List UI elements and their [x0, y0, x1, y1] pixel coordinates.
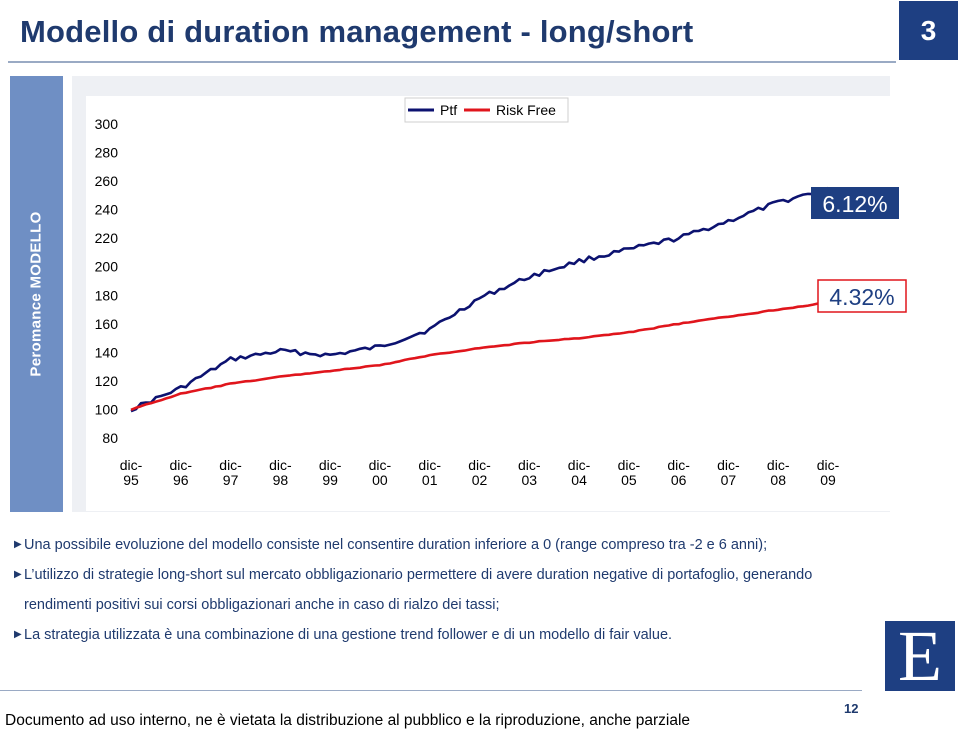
x-tick-label: dic-	[368, 457, 392, 473]
x-tick-label: 00	[372, 472, 388, 488]
legend-label: Ptf	[440, 102, 458, 118]
x-tick-label: 03	[521, 472, 538, 488]
y-tick-label: 80	[102, 430, 118, 446]
bullet-list	[14, 530, 874, 650]
slide-number: 12	[844, 701, 859, 716]
x-tick-label: dic-	[667, 457, 690, 473]
section-number-badge: 3	[899, 1, 958, 60]
y-tick-label: 300	[94, 116, 118, 132]
bullet-arrow-icon: ▶	[14, 569, 22, 580]
bullet-arrow-icon: ▶	[14, 629, 22, 640]
x-tick-label: dic-	[119, 457, 143, 473]
x-tick-label: 04	[571, 472, 587, 488]
x-tick-label: dic-	[418, 457, 441, 473]
footer-text: Documento ad uso interno, ne è vietata la distribuzione al pubblico e la riproduzione, anche parziale	[5, 712, 691, 729]
x-tick-label: 02	[471, 472, 488, 488]
bullet-text: L’utilizzo di strategie long-short sul mercato obbligazionario permettere di avere duration negative di portafoglio, generando rendimenti positivi sui corsi obbligazionari anche in caso di rialzo dei tassi;	[24, 567, 813, 613]
x-tick-label: 99	[322, 472, 338, 488]
x-tick-label: dic-	[219, 457, 242, 473]
bullet-item	[14, 530, 874, 560]
y-tick-label: 180	[94, 287, 118, 304]
x-tick-label: dic-	[169, 457, 193, 473]
y-tick-label: 160	[94, 315, 118, 332]
x-tick-label: dic-	[717, 457, 740, 473]
side-tab-label: Peromance MODELLO	[27, 211, 45, 377]
x-tick-label: 09	[820, 472, 836, 488]
footer-divider	[0, 690, 862, 691]
legend-label: Risk Free	[496, 102, 556, 118]
y-tick-label: 280	[94, 144, 118, 161]
x-tick-label: 98	[272, 472, 289, 488]
risk-free-return-label: 4.32%	[829, 284, 895, 310]
x-tick-label: 06	[670, 472, 687, 488]
y-tick-label: 260	[94, 173, 118, 190]
x-tick-label: 01	[421, 472, 438, 488]
page-title: Modello di duration management - long/short	[20, 14, 694, 49]
x-tick-label: dic-	[567, 457, 591, 473]
y-tick-label: 140	[94, 344, 118, 361]
y-tick-label: 220	[94, 230, 118, 247]
y-tick-label: 120	[94, 372, 118, 389]
x-tick-label: dic-	[269, 457, 292, 473]
series-line-ptf	[131, 188, 828, 411]
bullet-text: Una possibile evoluzione del modello consiste nel consentire duration inferiore a 0 (range compreso tra -2 e 6 anni);	[24, 537, 768, 553]
x-tick-label: 07	[720, 472, 737, 488]
x-tick-label: 95	[123, 472, 139, 488]
x-tick-label: dic-	[617, 457, 641, 473]
company-logo: E	[885, 621, 955, 691]
x-tick-label: dic-	[468, 457, 491, 473]
bullet-item	[14, 620, 874, 650]
x-tick-label: 08	[770, 472, 787, 488]
x-tick-label: 97	[222, 472, 239, 488]
y-tick-label: 200	[94, 258, 118, 275]
x-tick-label: dic-	[766, 457, 790, 473]
bullet-text: La strategia utilizzata è una combinazione di una gestione trend follower e di un modello di fair value.	[24, 627, 673, 643]
y-tick-label: 100	[94, 401, 118, 418]
x-tick-label: dic-	[518, 457, 541, 473]
x-tick-label: 05	[621, 472, 637, 488]
bullet-item	[14, 560, 874, 620]
bullet-arrow-icon: ▶	[14, 539, 22, 550]
series-line-risk-free	[131, 302, 828, 409]
y-tick-label: 240	[94, 201, 118, 218]
x-tick-label: 96	[172, 472, 189, 488]
x-tick-label: dic-	[318, 457, 342, 473]
x-tick-label: dic-	[816, 457, 840, 473]
ptf-return-label: 6.12%	[822, 191, 888, 217]
